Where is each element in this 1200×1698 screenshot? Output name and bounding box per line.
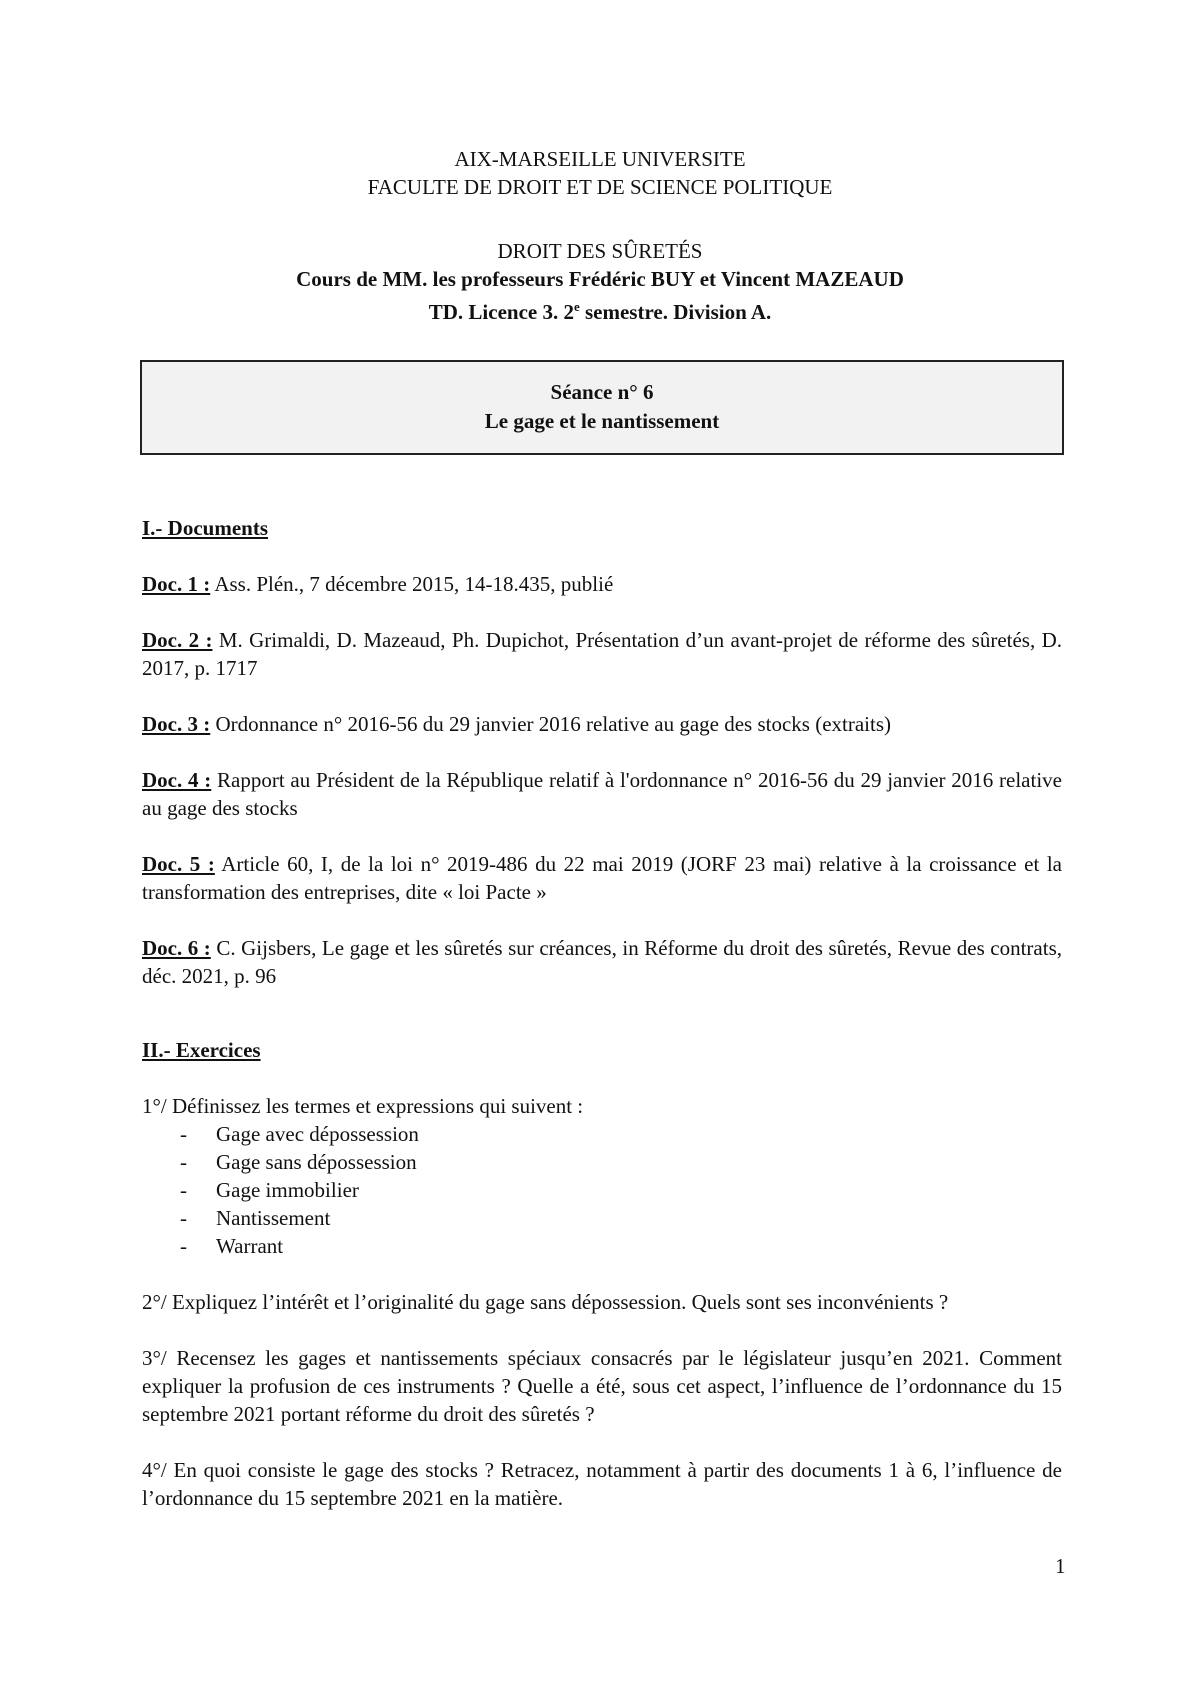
documents-title: I.- Documents bbox=[142, 516, 268, 540]
level-pre: TD. Licence 3. 2 bbox=[428, 300, 574, 324]
exercises-section bbox=[142, 1036, 1062, 1512]
level-post: semestre. Division A. bbox=[579, 300, 772, 324]
session-box bbox=[140, 360, 1064, 455]
doc-item: Doc. 2 : M. Grimaldi, D. Mazeaud, Ph. Dupichot, Présentation d’un avant-projet de réforme des sûretés, D. 2017, p. 1717 bbox=[142, 628, 1063, 680]
terms-list bbox=[142, 1120, 1062, 1260]
list-item: - Warrant bbox=[180, 1232, 1062, 1260]
question-1: 1°/ Définissez les termes et expressions qui suivent : bbox=[142, 1094, 584, 1118]
list-item: - Gage sans dépossession bbox=[180, 1148, 1062, 1176]
doc-item: Doc. 3 : Ordonnance n° 2016-56 du 29 janvier 2016 relative au gage des stocks (extraits) bbox=[142, 712, 892, 736]
doc-item: Doc. 1 : Ass. Plén., 7 décembre 2015, 14-18.435, publié bbox=[142, 572, 614, 596]
level-sup: e bbox=[573, 299, 580, 314]
doc-item: Doc. 5 : Article 60, I, de la loi n° 2019-486 du 22 mai 2019 (JORF 23 mai) relative à la croissance et la transformation des entreprises, dite « loi Pacte » bbox=[142, 852, 1062, 904]
doc-item: Doc. 4 : Rapport au Président de la République relatif à l'ordonnance n° 2016-56 du 29 janvier 2016 relative au gage des stocks bbox=[142, 768, 1062, 820]
institution-header bbox=[0, 145, 1200, 201]
page-number: 1 bbox=[1055, 1554, 1066, 1578]
question-3: 3°/ Recensez les gages et nantissements spéciaux consacrés par le législateur jusqu’en 2021. Comment expliquer la profusion de ces instruments ? Quelle a été, sous cet aspect, l’influence de l’ordonnance du 15 septembre 2021 portant réforme du droit des sûretés ? bbox=[142, 1346, 1062, 1426]
faculty-name: FACULTE DE DROIT ET DE SCIENCE POLITIQUE bbox=[367, 175, 833, 199]
doc-item: Doc. 6 : C. Gijsbers, Le gage et les sûretés sur créances, in Réforme du droit des sûretés, Revue des contrats, déc. 2021, p. 96 bbox=[142, 936, 1062, 988]
question-2: 2°/ Expliquez l’intérêt et l’originalité du gage sans dépossession. Quels sont ses inconvénients ? bbox=[142, 1290, 949, 1314]
exercises-title: II.- Exercices bbox=[142, 1038, 261, 1062]
session-title: Le gage et le nantissement bbox=[484, 409, 720, 433]
session-number: Séance n° 6 bbox=[550, 380, 654, 404]
course-header bbox=[0, 237, 1200, 326]
list-item: - Gage avec dépossession bbox=[180, 1120, 1062, 1148]
professors-line: Cours de MM. les professeurs Frédéric BUY et Vincent MAZEAUD bbox=[296, 267, 904, 291]
documents-section bbox=[142, 514, 1062, 990]
course-title: DROIT DES SÛRETÉS bbox=[497, 239, 703, 263]
list-item: - Nantissement bbox=[180, 1204, 1062, 1232]
university-name: AIX-MARSEILLE UNIVERSITE bbox=[454, 147, 746, 171]
level-line bbox=[0, 293, 1200, 326]
list-item: - Gage immobilier bbox=[180, 1176, 1062, 1204]
question-4: 4°/ En quoi consiste le gage des stocks ? Retracez, notamment à partir des documents 1 à 6, l’influence de l’ordonnance du 15 septembre 2021 en la matière. bbox=[142, 1458, 1062, 1510]
